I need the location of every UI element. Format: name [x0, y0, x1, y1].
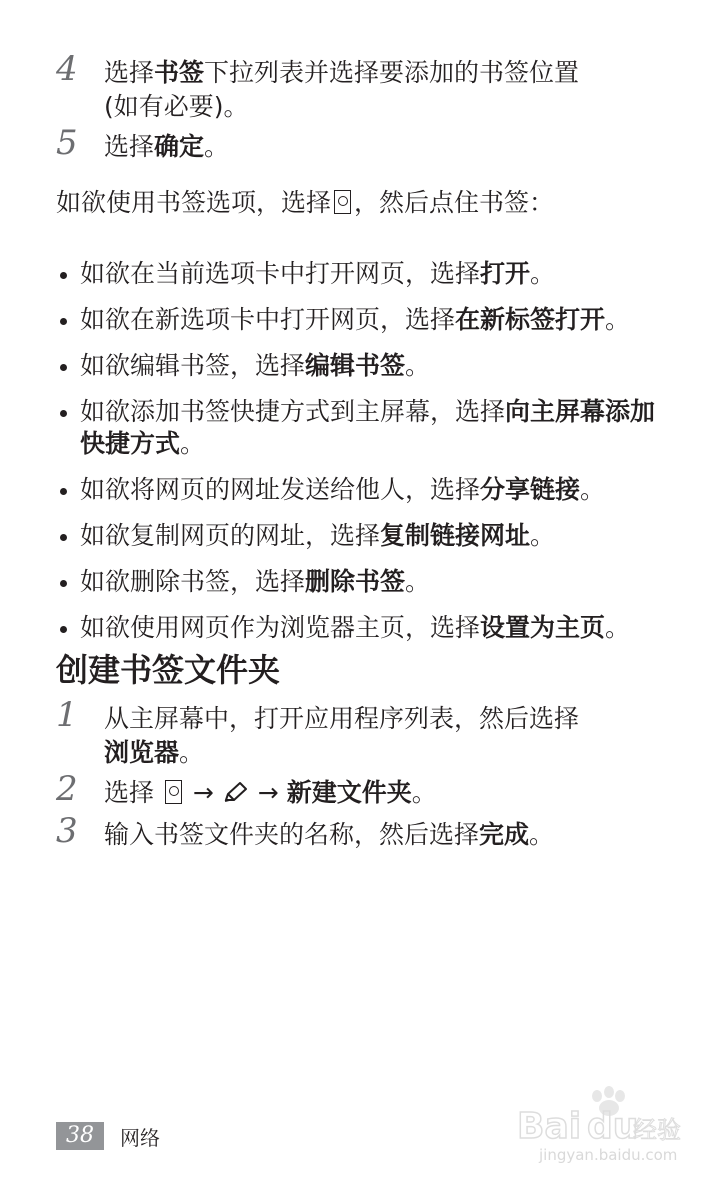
- bookmark-options-intro: [56, 186, 676, 220]
- step-text: [104, 130, 676, 164]
- list-item: 如欲复制网页的网址，选择复制链接网址。: [56, 520, 676, 552]
- step-text: [104, 56, 676, 124]
- step-number: 4: [56, 49, 78, 89]
- step-4: [56, 49, 676, 124]
- watermark-brand: Bai: [517, 1106, 582, 1147]
- list-item: 如欲添加书签快捷方式到主屏幕，选择向主屏幕添加快捷方式。: [56, 396, 676, 460]
- arrow-glyph: →: [192, 778, 214, 807]
- bookmark-clock-icon: [165, 780, 182, 804]
- step-text-bold: 确定: [154, 132, 205, 161]
- list-item: 如欲在当前选项卡中打开网页，选择打开。: [56, 258, 676, 290]
- step-text: 输入书签文件夹的名称，然后选择完成。: [104, 820, 555, 849]
- step-text: 选择 → → 新建文件夹。: [104, 778, 437, 807]
- list-item: 如欲删除书签，选择删除书签。: [56, 566, 676, 598]
- intro-pre: 如欲使用书签选项，选择: [56, 188, 332, 217]
- step-number: 1: [56, 695, 78, 735]
- watermark-suffix: 经验: [633, 1116, 681, 1144]
- edit-pen-icon: [222, 780, 250, 804]
- section-title: 创建书签文件夹: [56, 651, 281, 689]
- watermark-url: jingyan.baidu.com: [539, 1146, 678, 1164]
- step-text-bold: 书签: [154, 58, 205, 87]
- step-text-mid: 下拉列表并选择要添加的书签位置: [204, 58, 580, 87]
- list-item: 如欲使用网页作为浏览器主页，选择设置为主页。: [56, 612, 676, 644]
- step-2: [56, 769, 676, 810]
- intro-post: ，然后点住书签：: [354, 188, 555, 217]
- list-item: 如欲在新选项卡中打开网页，选择在新标签打开。: [56, 304, 676, 336]
- arrow-glyph: →: [257, 778, 279, 807]
- step-3: [56, 811, 676, 852]
- bookmark-options-list: [56, 258, 676, 658]
- step-text: 从主屏幕中，打开应用程序列表，然后选择 浏览器。: [104, 704, 580, 767]
- step-text-pre: 选择: [104, 58, 155, 87]
- chapter-label: 网络: [120, 1125, 160, 1150]
- bookmark-clock-icon: [334, 190, 351, 214]
- step-text-pre: 选择: [104, 132, 155, 161]
- step-1: [56, 695, 676, 770]
- step-number: 2: [56, 769, 78, 809]
- step-number: 3: [56, 811, 78, 851]
- baidu-jingyan-watermark: [515, 1082, 685, 1166]
- step-number: 5: [56, 123, 78, 163]
- list-item: 如欲编辑书签，选择编辑书签。: [56, 350, 676, 382]
- page-number: 38: [56, 1122, 104, 1150]
- page-footer: [56, 1122, 160, 1150]
- list-item: 如欲将网页的网址发送给他人，选择分享链接。: [56, 474, 676, 506]
- step-text-post: 。: [204, 132, 230, 161]
- step-5: [56, 123, 676, 164]
- step-text-line2: (如有必要)。: [104, 92, 249, 121]
- watermark-brand2: du: [587, 1106, 639, 1147]
